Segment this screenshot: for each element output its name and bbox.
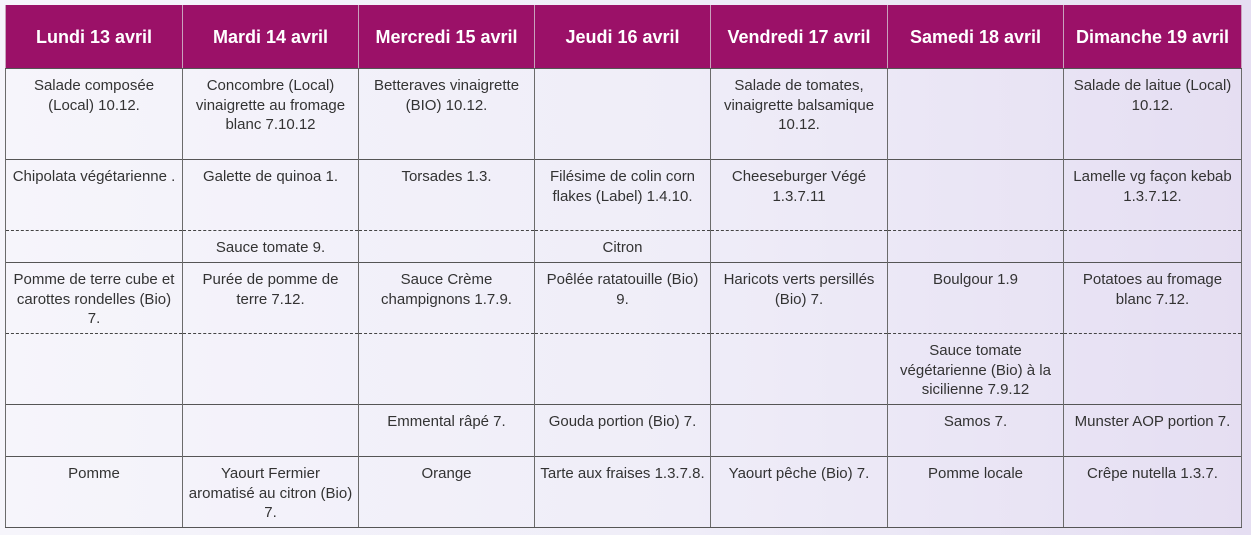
menu-cell [1064,231,1242,263]
menu-cell: Poêlée ratatouille (Bio) 9. [535,263,711,334]
menu-cell [359,231,535,263]
menu-cell: Citron [535,231,711,263]
menu-cell: Samos 7. [888,405,1064,457]
menu-cell: Tarte aux fraises 1.3.7.8. [535,457,711,528]
menu-cell [711,405,888,457]
row-sauce [6,231,1242,263]
day-header-dimanche: Dimanche 19 avril [1064,5,1242,69]
menu-cell [6,231,183,263]
day-header-jeudi: Jeudi 16 avril [535,5,711,69]
menu-cell: Sauce Crème champignons 1.7.9. [359,263,535,334]
menu-cell: Pomme de terre cube et carottes rondelles (Bio) 7. [6,263,183,334]
weekly-menu-table [5,5,1242,528]
menu-cell [1064,334,1242,405]
menu-cell: Emmental râpé 7. [359,405,535,457]
menu-cell: Salade de tomates, vinaigrette balsamique 10.12. [711,69,888,160]
menu-cell: Pomme locale [888,457,1064,528]
row-dessert [6,457,1242,528]
menu-cell [711,334,888,405]
menu-cell: Pomme [6,457,183,528]
menu-cell: Purée de pomme de terre 7.12. [183,263,359,334]
menu-cell: Salade composée (Local) 10.12. [6,69,183,160]
day-header-mercredi: Mercredi 15 avril [359,5,535,69]
menu-cell [535,69,711,160]
menu-cell [359,334,535,405]
menu-cell [888,69,1064,160]
menu-cell [183,405,359,457]
menu-cell: Haricots verts persillés (Bio) 7. [711,263,888,334]
menu-cell: Filésime de colin corn flakes (Label) 1.4.10. [535,160,711,231]
menu-cell [6,334,183,405]
menu-cell: Torsades 1.3. [359,160,535,231]
menu-cell: Yaourt Fermier aromatisé au citron (Bio) 7. [183,457,359,528]
menu-cell: Lamelle vg façon kebab 1.3.7.12. [1064,160,1242,231]
menu-cell: Concombre (Local) vinaigrette au fromage blanc 7.10.12 [183,69,359,160]
row-accompagnement [6,263,1242,334]
menu-cell: Sauce tomate 9. [183,231,359,263]
menu-cell [183,334,359,405]
menu-cell [888,160,1064,231]
menu-cell: Chipolata végétarienne . [6,160,183,231]
menu-cell: Boulgour 1.9 [888,263,1064,334]
menu-cell: Betteraves vinaigrette (BIO) 10.12. [359,69,535,160]
menu-cell: Potatoes au fromage blanc 7.12. [1064,263,1242,334]
menu-cell: Galette de quinoa 1. [183,160,359,231]
day-header-vendredi: Vendredi 17 avril [711,5,888,69]
header-row [6,5,1242,69]
row-complement [6,334,1242,405]
menu-cell: Crêpe nutella 1.3.7. [1064,457,1242,528]
menu-cell [711,231,888,263]
day-header-mardi: Mardi 14 avril [183,5,359,69]
menu-cell [888,231,1064,263]
menu-cell: Yaourt pêche (Bio) 7. [711,457,888,528]
row-entree [6,69,1242,160]
menu-cell [535,334,711,405]
row-plat [6,160,1242,231]
row-fromage [6,405,1242,457]
day-header-lundi: Lundi 13 avril [6,5,183,69]
menu-cell [6,405,183,457]
menu-cell: Salade de laitue (Local) 10.12. [1064,69,1242,160]
menu-cell: Gouda portion (Bio) 7. [535,405,711,457]
day-header-samedi: Samedi 18 avril [888,5,1064,69]
menu-cell: Munster AOP portion 7. [1064,405,1242,457]
menu-cell: Sauce tomate végétarienne (Bio) à la sicilienne 7.9.12 [888,334,1064,405]
menu-cell: Orange [359,457,535,528]
menu-cell: Cheeseburger Végé 1.3.7.11 [711,160,888,231]
